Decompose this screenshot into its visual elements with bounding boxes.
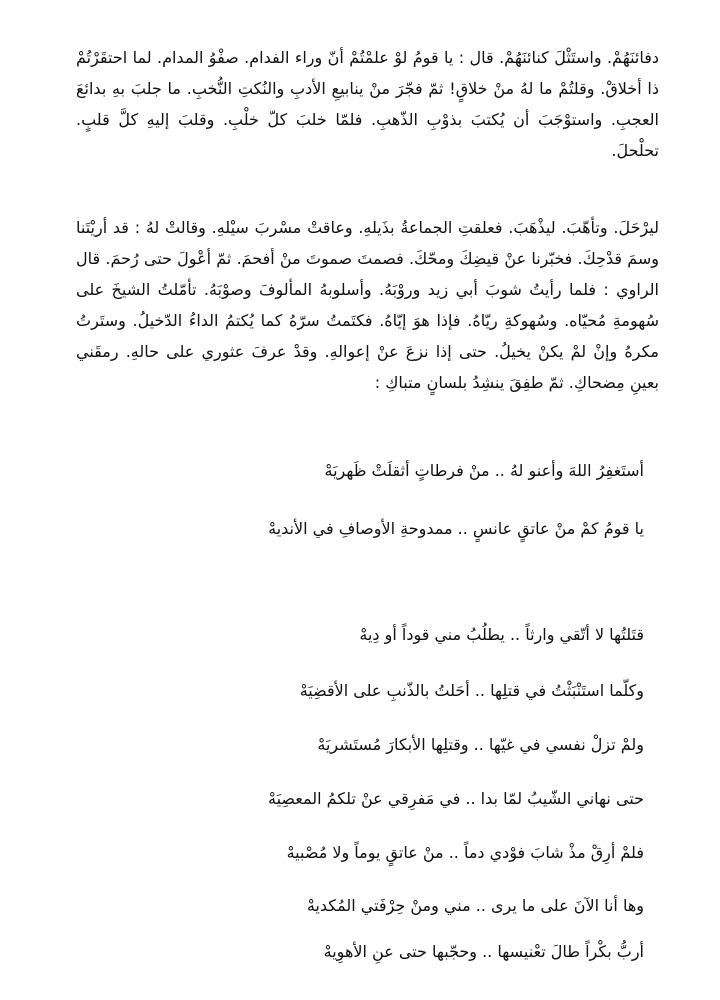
verse-line: وكلّما استَنْبَثْتُ في قتلِها .. أحَلتُ بالذّنبِ على الأقضِيَهْ xyxy=(299,681,644,700)
prose-paragraph xyxy=(76,42,659,166)
verse-line: وها أنا الآنَ على ما يرى .. مني ومنْ حِرْفَتي المُكديهْ xyxy=(306,896,644,915)
verse-line: فلمْ أرِقْ مذْ شابَ فوْدي دماً .. منْ عاتقٍ يوماً ولا مُصْبيهْ xyxy=(286,843,644,862)
paragraph-text: ليرْحَلَ. وتأهّبَ. ليذْهَبَ. فعلقتِ الجماعةُ بذَيلهِ. وعاقتْ مسْربَ سيْلهِ. وقالتْ لهُ : قد أريْتَنا وسمَ قدْحِكَ. فخبّرنا عنْ قيضِكَ ومحّكَ. فصمتَ صموتَ منْ أفحمَ. ثمّ أعْولَ حتى رُحمَ. قال الراوي : فلما رأيتُ شوبَ أبي زيد وروْبَهُ. وأسلوبهُ المألوفَ وصوْبَهُ. تأمّلتُ الشيخَ على سُهومةِ مُحيّاه. وسُهوكةِ ريّاهُ. فإذا هوَ إيّاهُ. فكتَمتُ سرّهُ كما يُكتمُ الداءُ الدّخيلُ. وستَرتُ مكرهُ وإنْ لمْ يكنْ يخيلُ. حتى إذا نزعَ عنْ إعوالهِ. وقدْ عرفَ عثوري على حالهِ. رمقَني بعينِ مِضحاكِ. ثمّ طفِقَ ينشِدُ بلسانٍ متباكِ : xyxy=(76,218,659,392)
verse-line: أربُّ بكْراً طالَ تعْنيسها .. وحجّبها حتى عنِ الأهوِيهْ xyxy=(323,942,644,961)
verse-line: أستَغفِرُ اللهَ وأعنو لهُ .. منْ فرطاتٍ أثقلَتْ ظَهريَهْ xyxy=(324,461,644,480)
prose-paragraph xyxy=(76,212,659,398)
verse-line: قتَلتُها لا أتّقي وارثاً .. يطلُبُ مني قوداً أو دِيهْ xyxy=(359,625,644,644)
verse-line: ولمْ تزلْ نفسي في غيّها .. وقتلِها الأبكارَ مُستَشريَهْ xyxy=(317,735,644,754)
paragraph-text: دفائنَهُمْ. واستَثْلَ كنائنَهُمْ. قال : يا قومُ لوْ علمْتُمْ أنّ وراء الفدام. صفْوُ المدام. لما احتقَرْتُمْ ذا أخلاقْ. وقلتُمْ ما لهُ منْ خلاقٍ! ثمّ فجّرَ منْ ينابيعِ الأدبِ والنُكتِ النُّخبِ. ما جلبَ بهِ بدائعَ العجبِ. واستوْجَبَ أن يُكتبَ بذوْبِ الذّهبِ. فلمّا خلبَ كلّ خلْبِ. وقلبَ إليهِ كلَّ قلبٍ. تحلْحلَ. xyxy=(76,48,659,160)
verse-line: يا قومُ كمْ منْ عاتقٍ عانسٍ .. ممدوحةِ الأوصافِ في الأنديهْ xyxy=(268,519,644,538)
verse-line: حتى نهاني الشّيبُ لمّا بدا .. في مَفرِقي عنْ تلكمُ المعصِيَهْ xyxy=(268,789,644,808)
